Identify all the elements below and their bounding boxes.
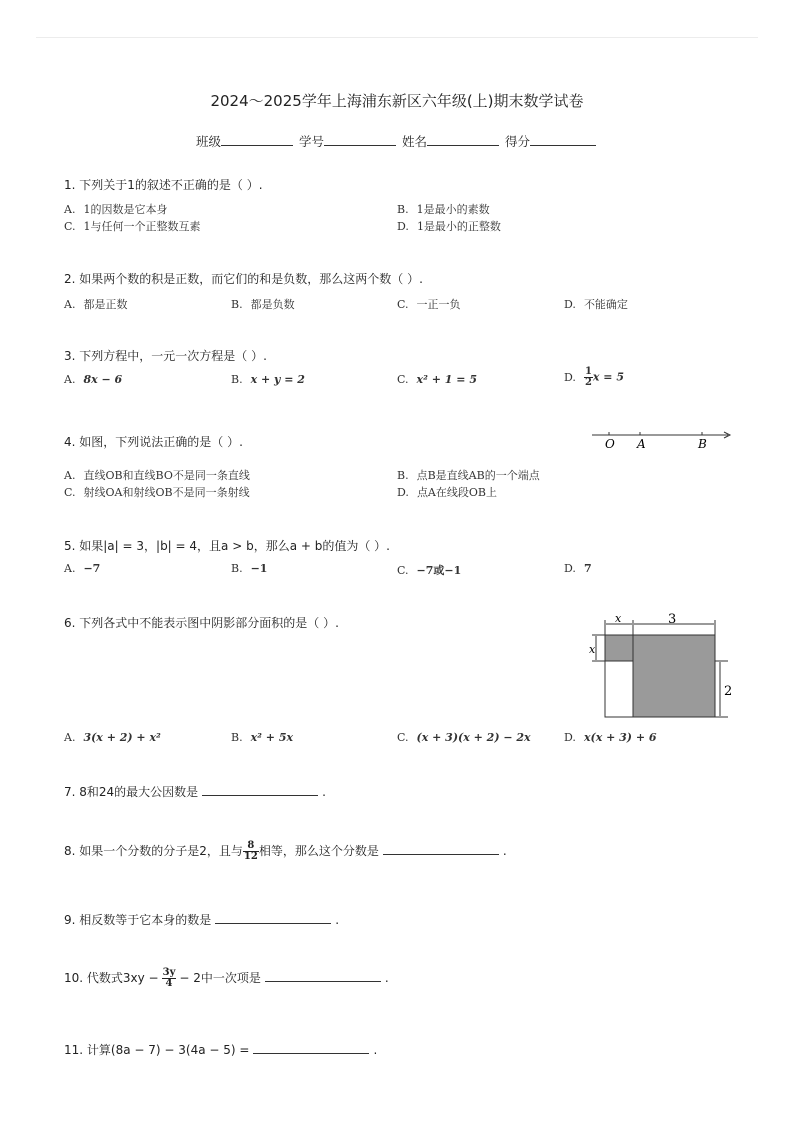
question-4-option-d[interactable] — [397, 484, 497, 500]
question-10-stem-post: − 2中一次项是 — [179, 971, 261, 985]
fraction — [243, 841, 259, 862]
option-letter: C. — [64, 220, 76, 233]
score-label: 得分 — [504, 134, 530, 149]
period: . — [502, 844, 507, 858]
question-5-option-a[interactable] — [64, 562, 100, 575]
question-2-stem: 2. 如果两个数的积是正数，而它们的和是负数，那么这两个数（ ）. — [64, 272, 423, 286]
fraction-denominator: 4 — [165, 978, 173, 989]
question-8 — [64, 841, 507, 862]
option-letter: C. — [397, 373, 409, 386]
question-1-option-d[interactable] — [397, 218, 501, 234]
fraction-numerator: 1 — [584, 366, 592, 377]
option-letter: A. — [64, 469, 76, 482]
answer-blank[interactable] — [383, 842, 499, 855]
option-letter: D. — [564, 298, 576, 311]
name-blank[interactable] — [427, 132, 499, 146]
question-5-option-c[interactable] — [397, 562, 461, 578]
question-3-option-d[interactable] — [564, 367, 624, 388]
option-letter: C. — [64, 486, 76, 499]
answer-blank[interactable] — [253, 1041, 369, 1054]
option-math: (x + 3)(x + 2) − 2x — [416, 731, 531, 744]
fraction-numerator: 3y — [162, 967, 176, 978]
answer-blank[interactable] — [202, 783, 318, 796]
option-letter: D. — [397, 220, 409, 233]
question-3-option-a[interactable] — [64, 373, 122, 386]
period: . — [384, 971, 389, 985]
question-6-stem: 6. 下列各式中不能表示图中阴影部分面积的是（ ）. — [64, 616, 339, 630]
question-4-option-a[interactable] — [64, 467, 250, 483]
option-text: 一正一负 — [416, 298, 461, 311]
number-blank[interactable] — [324, 132, 396, 146]
shaded-square — [605, 635, 633, 661]
option-text: 1与任何一个正整数互素 — [83, 220, 201, 233]
point-b-label: B — [698, 437, 707, 451]
option-letter: B. — [397, 203, 409, 216]
class-blank[interactable] — [221, 132, 293, 146]
option-math: −7 — [83, 562, 101, 575]
question-1-option-b[interactable] — [397, 201, 490, 217]
option-letter: B. — [231, 373, 243, 386]
page-top-divider — [36, 37, 758, 38]
question-11 — [64, 1041, 377, 1058]
option-text: 1是最小的正整数 — [416, 220, 501, 233]
question-10-stem-pre: 10. 代数式3xy − — [64, 971, 159, 985]
option-text: 1的因数是它本身 — [83, 203, 168, 216]
question-2-option-b[interactable] — [231, 296, 295, 312]
question-8-stem-post: 相等，那么这个分数是 — [258, 844, 379, 858]
option-text: 都是负数 — [250, 298, 295, 311]
question-4-stem: 4. 如图，下列说法正确的是（ ）. — [64, 435, 243, 449]
option-math: −7或−1 — [416, 564, 462, 577]
fraction-denominator: 12 — [243, 851, 258, 862]
score-blank[interactable] — [530, 132, 596, 146]
option-text: 直线OB和直线BO不是同一条直线 — [83, 469, 250, 482]
fraction-denominator: 2 — [584, 377, 592, 388]
question-3-stem: 3. 下列方程中，一元一次方程是（ ）. — [64, 349, 267, 363]
option-text: 都是正数 — [83, 298, 128, 311]
option-letter: A. — [64, 731, 76, 744]
dim-label-x-top: x — [615, 612, 622, 625]
option-letter: A. — [64, 562, 76, 575]
period: . — [373, 1043, 378, 1057]
student-info-row — [0, 132, 794, 150]
question-3-option-c[interactable] — [397, 373, 477, 386]
question-11-stem: 11. 计算(8a − 7) − 3(4a − 5) = — [64, 1043, 250, 1057]
class-label: 班级 — [195, 134, 221, 149]
number-label: 学号 — [298, 134, 324, 149]
name-label: 姓名 — [401, 134, 427, 149]
fraction-numerator: 8 — [243, 841, 259, 852]
question-4-option-b[interactable] — [397, 467, 540, 483]
option-letter: A. — [64, 203, 76, 216]
question-6-option-a[interactable] — [64, 731, 161, 744]
dim-label-three: 3 — [668, 612, 677, 627]
question-1-stem: 1. 下列关于1的叙述不正确的是（ ）. — [64, 178, 263, 192]
option-math: 7 — [583, 562, 592, 575]
option-math: x(x + 3) + 6 — [583, 731, 657, 744]
question-8-stem-pre: 8. 如果一个分数的分子是2，且与 — [64, 844, 243, 858]
option-math: x² + 1 = 5 — [416, 373, 477, 386]
option-letter: D. — [564, 731, 576, 744]
option-letter: C. — [397, 298, 409, 311]
point-o-label: O — [605, 437, 615, 451]
shaded-area-figure — [584, 612, 740, 724]
question-9-stem: 9. 相反数等于它本身的数是 — [64, 913, 212, 927]
option-text: 射线OA和射线OB不是同一条射线 — [83, 486, 250, 499]
option-text: 点B是直线AB的一个端点 — [416, 469, 540, 482]
fraction — [162, 968, 177, 989]
option-letter: C. — [397, 564, 409, 577]
dim-label-x-left: x — [589, 643, 596, 656]
option-math: x = 5 — [592, 370, 624, 384]
question-3-option-b[interactable] — [231, 373, 305, 386]
option-letter: B. — [231, 562, 243, 575]
question-10 — [64, 968, 389, 989]
option-math: x² + 5x — [250, 731, 294, 744]
option-math: 8x − 6 — [83, 373, 123, 386]
option-letter: B. — [231, 731, 243, 744]
question-7 — [64, 783, 326, 800]
question-5-stem: 5. 如果|a| = 3，|b| = 4，且a > b，那么a + b的值为（ ）. — [64, 539, 390, 553]
option-letter: D. — [397, 486, 409, 499]
option-letter: C. — [397, 731, 409, 744]
option-letter: B. — [397, 469, 409, 482]
dim-label-two: 2 — [724, 684, 733, 699]
question-2-option-c[interactable] — [397, 296, 461, 312]
option-text: 点A在线段OB上 — [416, 486, 497, 499]
answer-blank[interactable] — [265, 969, 381, 982]
option-letter: B. — [231, 298, 243, 311]
period: . — [322, 785, 326, 799]
question-7-stem: 7. 8和24的最大公因数是 — [64, 785, 199, 799]
question-2-option-d[interactable] — [564, 296, 628, 312]
option-letter: A. — [64, 373, 76, 386]
option-math: x + y = 2 — [250, 373, 305, 386]
number-line-figure — [588, 426, 738, 452]
option-letter: A. — [64, 298, 76, 311]
fraction — [584, 367, 593, 388]
question-6-option-c[interactable] — [397, 731, 531, 744]
question-1-option-a[interactable] — [64, 201, 167, 217]
question-4-option-c[interactable] — [64, 484, 250, 500]
option-letter: D. — [564, 562, 576, 575]
answer-blank[interactable] — [215, 911, 331, 924]
question-6-option-d[interactable] — [564, 731, 657, 744]
period: . — [335, 913, 340, 927]
question-5-option-d[interactable] — [564, 562, 592, 575]
point-a-label: A — [637, 437, 646, 451]
option-text: 不能确定 — [583, 298, 628, 311]
question-9 — [64, 911, 339, 928]
question-5-option-b[interactable] — [231, 562, 267, 575]
question-1-option-c[interactable] — [64, 218, 201, 234]
option-math: −1 — [250, 562, 268, 575]
page-title: 2024～2025学年上海浦东新区六年级(上)期末数学试卷 — [210, 92, 584, 110]
option-letter: D. — [564, 370, 576, 384]
option-text: 1是最小的素数 — [416, 203, 490, 216]
shaded-rectangle — [633, 635, 715, 717]
option-math: 3(x + 2) + x² — [83, 731, 161, 744]
question-2-option-a[interactable] — [64, 296, 127, 312]
question-6-option-b[interactable] — [231, 731, 293, 744]
